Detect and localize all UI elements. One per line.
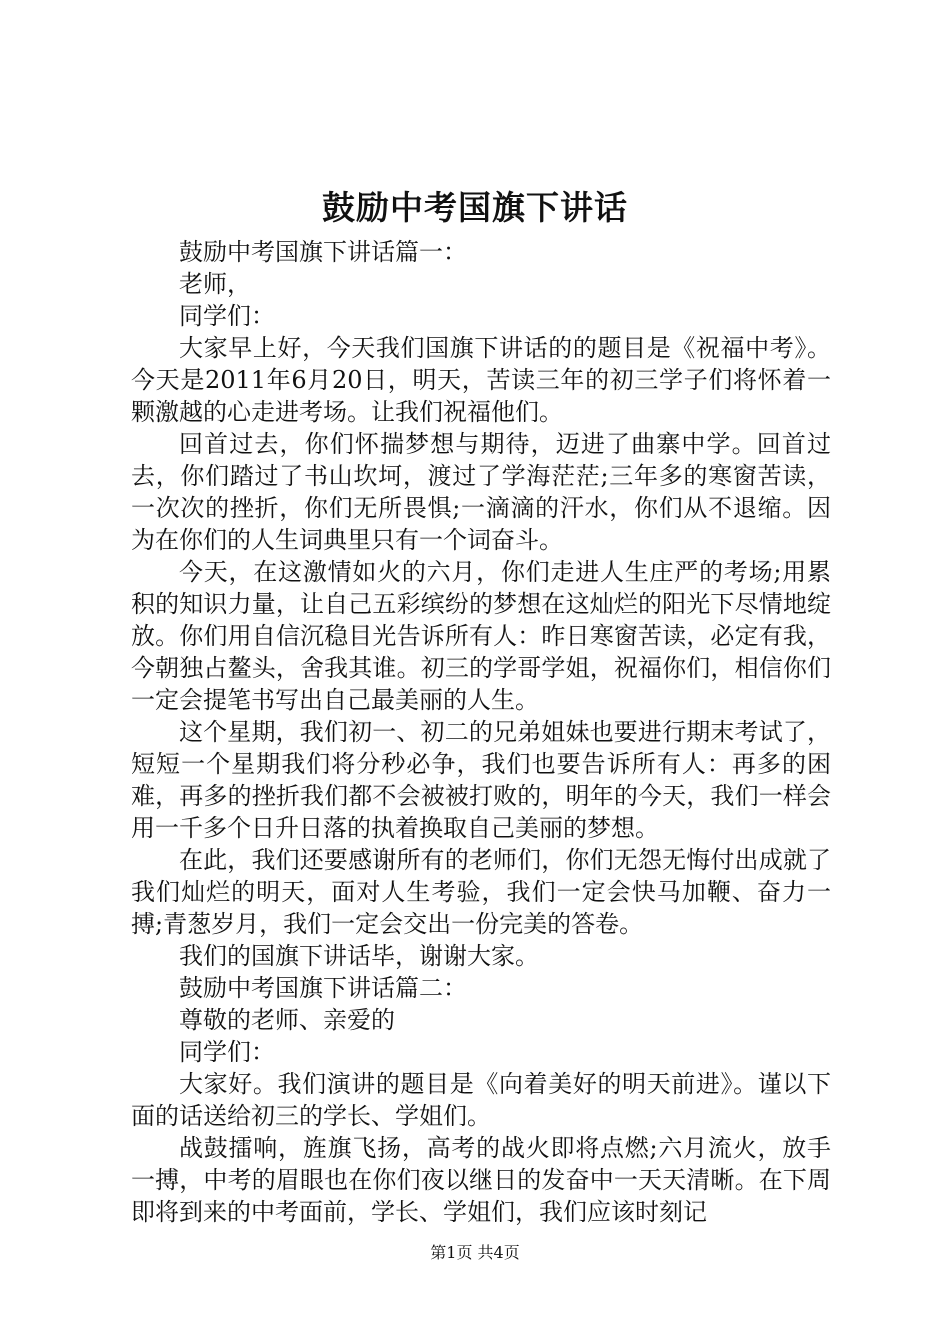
paragraph: 尊敬的老师、亲爱的 bbox=[179, 1006, 395, 1034]
paragraph: 大家早上好，今天我们国旗下讲话的的题目是《祝福中考》。今天是2011年6月20日，明天，苦读三年的初三学子们将怀着一颗激越的心走进考场。让我们祝福他们。 bbox=[131, 334, 831, 426]
page-number-footer: 第1页 共4页 bbox=[430, 1243, 520, 1262]
paragraph: 同学们： bbox=[179, 302, 275, 330]
paragraph: 鼓励中考国旗下讲话篇一： bbox=[179, 238, 467, 266]
paragraph: 大家好。我们演讲的题目是《向着美好的明天前进》。谨以下面的话送给初三的学长、学姐们。 bbox=[131, 1070, 831, 1130]
paragraph: 今天，在这激情如火的六月，你们走进人生庄严的考场;用累积的知识力量，让自己五彩缤纷的梦想在这灿烂的阳光下尽情地绽放。你们用自信沉稳目光告诉所有人：昨日寒窗苦读，必定有我，今朝独占鳌头，舍我其谁。初三的学哥学姐，祝福你们，相信你们一定会提笔书写出自己最美丽的人生。 bbox=[131, 558, 831, 714]
paragraph: 我们的国旗下讲话毕，谢谢大家。 bbox=[179, 942, 539, 970]
document-title: 鼓励中考国旗下讲话 bbox=[322, 188, 628, 227]
paragraph: 在此，我们还要感谢所有的老师们，你们无怨无悔付出成就了我们灿烂的明天，面对人生考验，我们一定会快马加鞭、奋力一搏;青葱岁月，我们一定会交出一份完美的答卷。 bbox=[131, 846, 831, 938]
paragraph: 战鼓擂响，旌旗飞扬，高考的战火即将点燃;六月流火，放手一搏，中考的眉眼也在你们夜以继日的发奋中一天天清晰。在下周即将到来的中考面前，学长、学姐们，我们应该时刻记 bbox=[131, 1134, 831, 1226]
document-body bbox=[131, 236, 831, 1228]
paragraph: 鼓励中考国旗下讲话篇二： bbox=[179, 974, 467, 1002]
paragraph: 回首过去，你们怀揣梦想与期待，迈进了曲寨中学。回首过去，你们踏过了书山坎坷，渡过了学海茫茫;三年多的寒窗苦读，一次次的挫折，你们无所畏惧;一滴滴的汗水，你们从不退缩。因为在你们的人生词典里只有一个词奋斗。 bbox=[131, 430, 831, 554]
paragraph: 这个星期，我们初一、初二的兄弟姐妹也要进行期末考试了，短短一个星期我们将分秒必争，我们也要告诉所有人：再多的困难，再多的挫折我们都不会被被打败的，明年的今天，我们一样会用一千多个日升日落的执着换取自己美丽的梦想。 bbox=[131, 718, 831, 842]
paragraph: 老师， bbox=[179, 270, 251, 298]
paragraph: 同学们： bbox=[179, 1038, 275, 1066]
